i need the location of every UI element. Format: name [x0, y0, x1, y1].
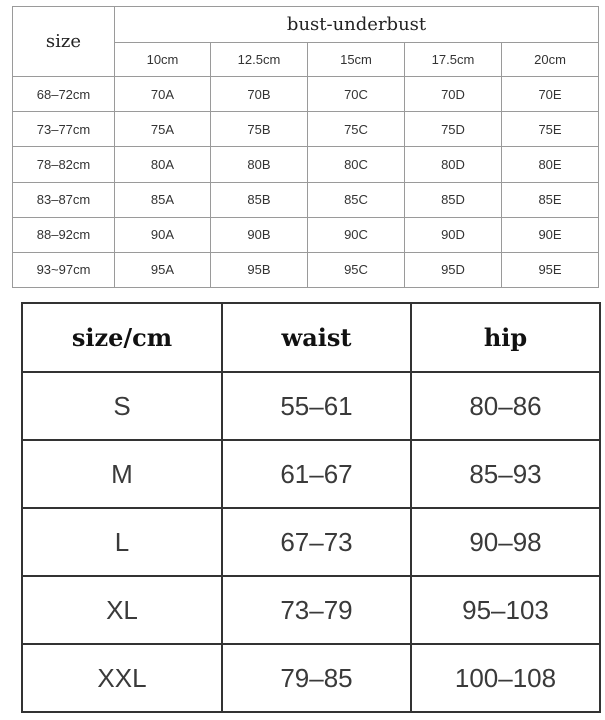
- hip-cell: 95–103: [411, 576, 600, 644]
- bra-size-table: [12, 6, 599, 288]
- size-cm-header: size/cm: [22, 303, 222, 372]
- table-edge: [600, 303, 604, 372]
- size-cell: 90A: [115, 217, 211, 252]
- size-cell: 70C: [308, 77, 405, 112]
- size-cell: 80E: [502, 147, 599, 182]
- size-cell: 95A: [115, 252, 211, 287]
- size-cell: 70D: [405, 77, 502, 112]
- table-row: [13, 147, 599, 182]
- waist-cell: 55–61: [222, 372, 411, 440]
- size-cell: M: [22, 440, 222, 508]
- table-edge: [600, 576, 604, 644]
- size-cell: 75E: [502, 112, 599, 147]
- difference-header: 15cm: [308, 43, 405, 77]
- waist-cell: 67–73: [222, 508, 411, 576]
- underbust-cell: 68–72cm: [13, 77, 115, 112]
- table-row: [13, 112, 599, 147]
- size-cell: 75C: [308, 112, 405, 147]
- size-cell: XL: [22, 576, 222, 644]
- hip-cell: 85–93: [411, 440, 600, 508]
- table-row: [22, 508, 604, 576]
- size-cell: 80C: [308, 147, 405, 182]
- underbust-cell: 83–87cm: [13, 182, 115, 217]
- size-cell: 95D: [405, 252, 502, 287]
- table-row: [22, 440, 604, 508]
- table-row: [13, 217, 599, 252]
- waist-hip-table: [21, 302, 604, 713]
- table-row: [22, 372, 604, 440]
- bust-underbust-header: bust-underbust: [115, 7, 599, 43]
- underbust-cell: 78–82cm: [13, 147, 115, 182]
- underbust-cell: 93~97cm: [13, 252, 115, 287]
- size-cell: 95E: [502, 252, 599, 287]
- table-edge: [600, 508, 604, 576]
- table-row: [13, 252, 599, 287]
- size-cell: S: [22, 372, 222, 440]
- size-cell: 75B: [211, 112, 308, 147]
- waist-header: waist: [222, 303, 411, 372]
- size-cell: 70A: [115, 77, 211, 112]
- size-cell: 90B: [211, 217, 308, 252]
- table-row: [13, 77, 599, 112]
- waist-cell: 61–67: [222, 440, 411, 508]
- size-cell: 90D: [405, 217, 502, 252]
- size-cell: 85C: [308, 182, 405, 217]
- size-cell: 75A: [115, 112, 211, 147]
- waist-cell: 79–85: [222, 644, 411, 712]
- size-cell: 80A: [115, 147, 211, 182]
- size-cell: 95B: [211, 252, 308, 287]
- size-cell: XXL: [22, 644, 222, 712]
- hip-cell: 90–98: [411, 508, 600, 576]
- difference-header: 12.5cm: [211, 43, 308, 77]
- table-row: [22, 576, 604, 644]
- size-cell: 90E: [502, 217, 599, 252]
- size-cell: 95C: [308, 252, 405, 287]
- hip-header: hip: [411, 303, 600, 372]
- size-cell: 75D: [405, 112, 502, 147]
- size-cell: 85E: [502, 182, 599, 217]
- size-cell: L: [22, 508, 222, 576]
- table-edge: [600, 644, 604, 712]
- size-cell: 80D: [405, 147, 502, 182]
- size-cell: 85A: [115, 182, 211, 217]
- difference-header: 10cm: [115, 43, 211, 77]
- difference-header: 17.5cm: [405, 43, 502, 77]
- underbust-cell: 73–77cm: [13, 112, 115, 147]
- size-cell: 85B: [211, 182, 308, 217]
- size-cell: 80B: [211, 147, 308, 182]
- hip-cell: 80–86: [411, 372, 600, 440]
- table-edge: [600, 440, 604, 508]
- size-cell: 85D: [405, 182, 502, 217]
- table-row: [22, 644, 604, 712]
- underbust-cell: 88–92cm: [13, 217, 115, 252]
- difference-header: 20cm: [502, 43, 599, 77]
- size-header: size: [13, 7, 115, 77]
- size-cell: 70E: [502, 77, 599, 112]
- size-cell: 90C: [308, 217, 405, 252]
- table-edge: [600, 372, 604, 440]
- hip-cell: 100–108: [411, 644, 600, 712]
- size-cell: 70B: [211, 77, 308, 112]
- waist-cell: 73–79: [222, 576, 411, 644]
- table-row: [13, 182, 599, 217]
